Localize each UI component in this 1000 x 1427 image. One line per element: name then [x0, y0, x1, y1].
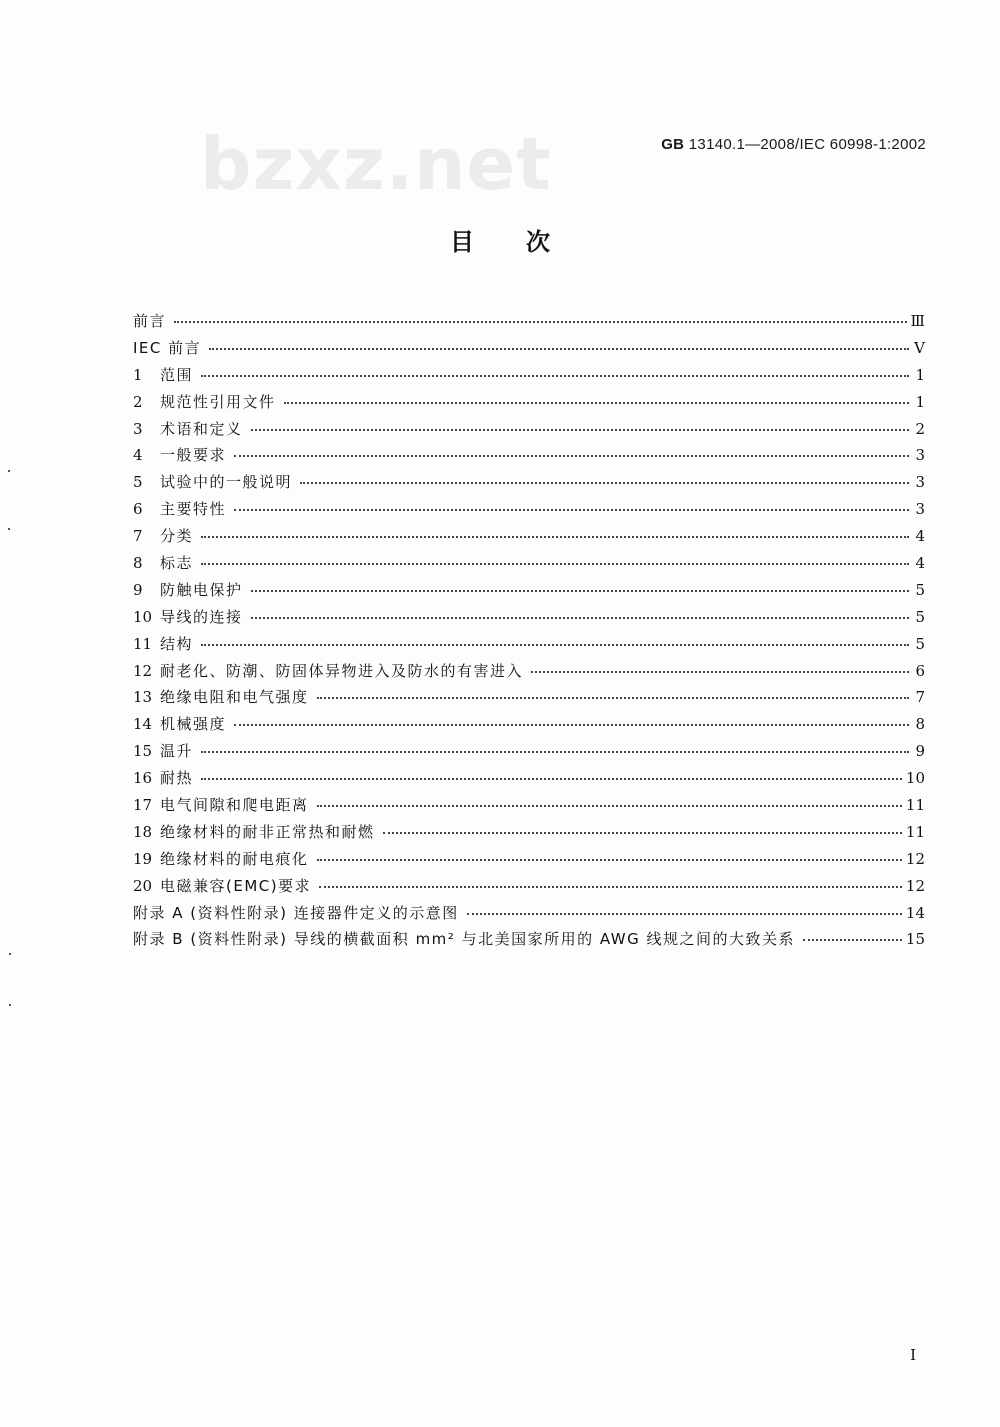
toc-dot-leader — [284, 392, 909, 404]
toc-entry-title: 电磁兼容(EMC)要求 — [160, 876, 312, 895]
toc-entry-number: 10 — [133, 607, 153, 626]
toc-entry-number: 8 — [133, 554, 143, 573]
toc-entry-title: 一般要求 — [160, 446, 227, 465]
toc-entry-title: 导线的连接 — [160, 607, 243, 626]
toc-entry — [133, 418, 925, 445]
toc-entry-page: 12 — [905, 849, 925, 868]
toc-dot-leader — [251, 607, 909, 619]
toc-entry — [133, 902, 925, 929]
toc-entry-number: 16 — [133, 769, 153, 788]
toc-dot-leader — [317, 795, 902, 807]
scan-speck — [9, 953, 11, 955]
toc-entry-title: 规范性引用文件 — [160, 392, 276, 411]
toc-entry-title: 机械强度 — [160, 715, 227, 734]
toc-entry-number: 11 — [133, 634, 153, 653]
toc-entry-number: 1 — [133, 365, 143, 384]
toc-entry-page: 15 — [905, 930, 925, 949]
toc-entry-page: 1 — [915, 365, 925, 384]
toc-entry-page: 12 — [905, 876, 925, 895]
toc-entry-number: 17 — [133, 796, 153, 815]
toc-dot-leader — [201, 553, 909, 565]
toc-entry — [133, 794, 925, 821]
standard-code-prefix: GB — [661, 136, 685, 153]
page-number: I — [910, 1346, 916, 1364]
toc-entry-title: 温升 — [160, 742, 194, 761]
toc-entry-page: 7 — [915, 688, 925, 707]
toc-entry-title: 耐热 — [160, 769, 194, 788]
toc-dot-leader — [300, 472, 909, 484]
standard-code — [661, 136, 926, 153]
toc-dot-leader — [531, 661, 909, 673]
toc-entry-title: IEC 前言 — [133, 338, 202, 357]
toc-title: 目次 — [450, 228, 602, 256]
toc-entry — [133, 928, 925, 955]
toc-entry-title: 绝缘材料的耐非正常热和耐燃 — [160, 822, 375, 841]
toc-dot-leader — [201, 526, 909, 538]
toc-entry-page: 2 — [915, 419, 925, 438]
toc-dot-leader — [234, 499, 909, 511]
toc-entry-title: 试验中的一般说明 — [160, 473, 293, 492]
toc-entry-title: 主要特性 — [160, 500, 227, 519]
toc-entry-number: 12 — [133, 661, 153, 680]
toc-entry-number: 5 — [133, 473, 143, 492]
toc-entry-title: 术语和定义 — [160, 419, 243, 438]
toc-entry-title: 标志 — [160, 554, 194, 573]
toc-entry-page: 3 — [915, 473, 925, 492]
toc-entry — [133, 498, 925, 525]
toc-entry-page: 1 — [915, 392, 925, 411]
toc-entry-page: 11 — [905, 822, 925, 841]
scan-speck — [9, 1004, 11, 1006]
toc-entry-number: 19 — [133, 849, 153, 868]
toc-entry-page: 8 — [915, 715, 925, 734]
toc-entry — [133, 606, 925, 633]
toc-entry-page: 3 — [915, 446, 925, 465]
toc-entry-page: 3 — [915, 500, 925, 519]
toc-entry-page: 11 — [905, 796, 925, 815]
toc-entry-title: 绝缘材料的耐电痕化 — [160, 849, 309, 868]
toc-entry — [133, 552, 925, 579]
toc-entry-page: 5 — [915, 607, 925, 626]
toc-dot-leader — [319, 876, 902, 888]
toc-entry — [133, 740, 925, 767]
table-of-contents — [133, 310, 925, 955]
toc-entry-page: 6 — [915, 661, 925, 680]
toc-dot-leader — [234, 445, 909, 457]
toc-entry-page: 14 — [905, 903, 925, 922]
toc-entry-number: 20 — [133, 876, 153, 895]
toc-entry-title: 附录 B (资料性附录) 导线的横截面积 mm² 与北美国家所用的 AWG 线规之间的大致关系 — [133, 930, 796, 949]
standard-code-number: 13140.1—2008/IEC 60998-1:2002 — [684, 136, 926, 153]
toc-dot-leader — [803, 929, 902, 941]
toc-entry-number: 18 — [133, 822, 153, 841]
toc-entry — [133, 364, 925, 391]
toc-dot-leader — [209, 338, 909, 350]
toc-entry — [133, 579, 925, 606]
scan-speck — [8, 528, 10, 530]
toc-dot-leader — [317, 849, 902, 861]
toc-entry-number: 6 — [133, 500, 143, 519]
toc-entry — [133, 337, 925, 364]
scan-speck — [8, 470, 10, 472]
toc-dot-leader — [317, 687, 909, 699]
toc-dot-leader — [467, 903, 902, 915]
toc-entry-title: 电气间隙和爬电距离 — [160, 796, 309, 815]
toc-dot-leader — [174, 311, 907, 323]
toc-entry — [133, 633, 925, 660]
toc-entry — [133, 660, 925, 687]
toc-entry-page: 4 — [915, 554, 925, 573]
toc-entry-number: 14 — [133, 715, 153, 734]
toc-entry-page: 4 — [915, 527, 925, 546]
toc-entry — [133, 713, 925, 740]
toc-entry-number: 4 — [133, 446, 143, 465]
toc-entry — [133, 471, 925, 498]
toc-entry-page: 10 — [905, 769, 925, 788]
toc-entry — [133, 391, 925, 418]
toc-entry-title: 防触电保护 — [160, 580, 243, 599]
toc-entry — [133, 310, 925, 337]
toc-entry-title: 前言 — [133, 312, 167, 330]
toc-entry-title: 耐老化、防潮、防固体异物进入及防水的有害进入 — [160, 661, 524, 680]
toc-dot-leader — [201, 768, 902, 780]
toc-dot-leader — [201, 634, 909, 646]
toc-entry-title: 结构 — [160, 634, 194, 653]
toc-entry-page: Ⅲ — [910, 312, 925, 330]
toc-dot-leader — [201, 741, 909, 753]
toc-entry — [133, 875, 925, 902]
toc-entry — [133, 767, 925, 794]
toc-entry-number: 2 — [133, 392, 143, 411]
toc-entry-title: 绝缘电阻和电气强度 — [160, 688, 309, 707]
toc-entry-page: Ⅴ — [914, 338, 925, 357]
toc-entry — [133, 848, 925, 875]
toc-dot-leader — [234, 714, 909, 726]
toc-dot-leader — [201, 365, 909, 377]
toc-entry-page: 5 — [915, 580, 925, 599]
toc-entry — [133, 444, 925, 471]
toc-entry-number: 13 — [133, 688, 153, 707]
toc-entry-title: 分类 — [160, 527, 194, 546]
watermark: bzxz.net — [200, 122, 552, 206]
toc-entry — [133, 686, 925, 713]
toc-entry-title: 附录 A (资料性附录) 连接器件定义的示意图 — [133, 903, 459, 922]
toc-entry-title: 范围 — [160, 365, 194, 384]
toc-entry — [133, 525, 925, 552]
toc-entry — [133, 821, 925, 848]
toc-dot-leader — [251, 580, 909, 592]
toc-dot-leader — [383, 822, 902, 834]
toc-entry-page: 5 — [915, 634, 925, 653]
toc-dot-leader — [251, 419, 909, 431]
toc-entry-number: 15 — [133, 742, 153, 761]
toc-entry-number: 9 — [133, 580, 143, 599]
toc-entry-page: 9 — [915, 742, 925, 761]
toc-entry-number: 7 — [133, 527, 143, 546]
toc-entry-number: 3 — [133, 419, 143, 438]
